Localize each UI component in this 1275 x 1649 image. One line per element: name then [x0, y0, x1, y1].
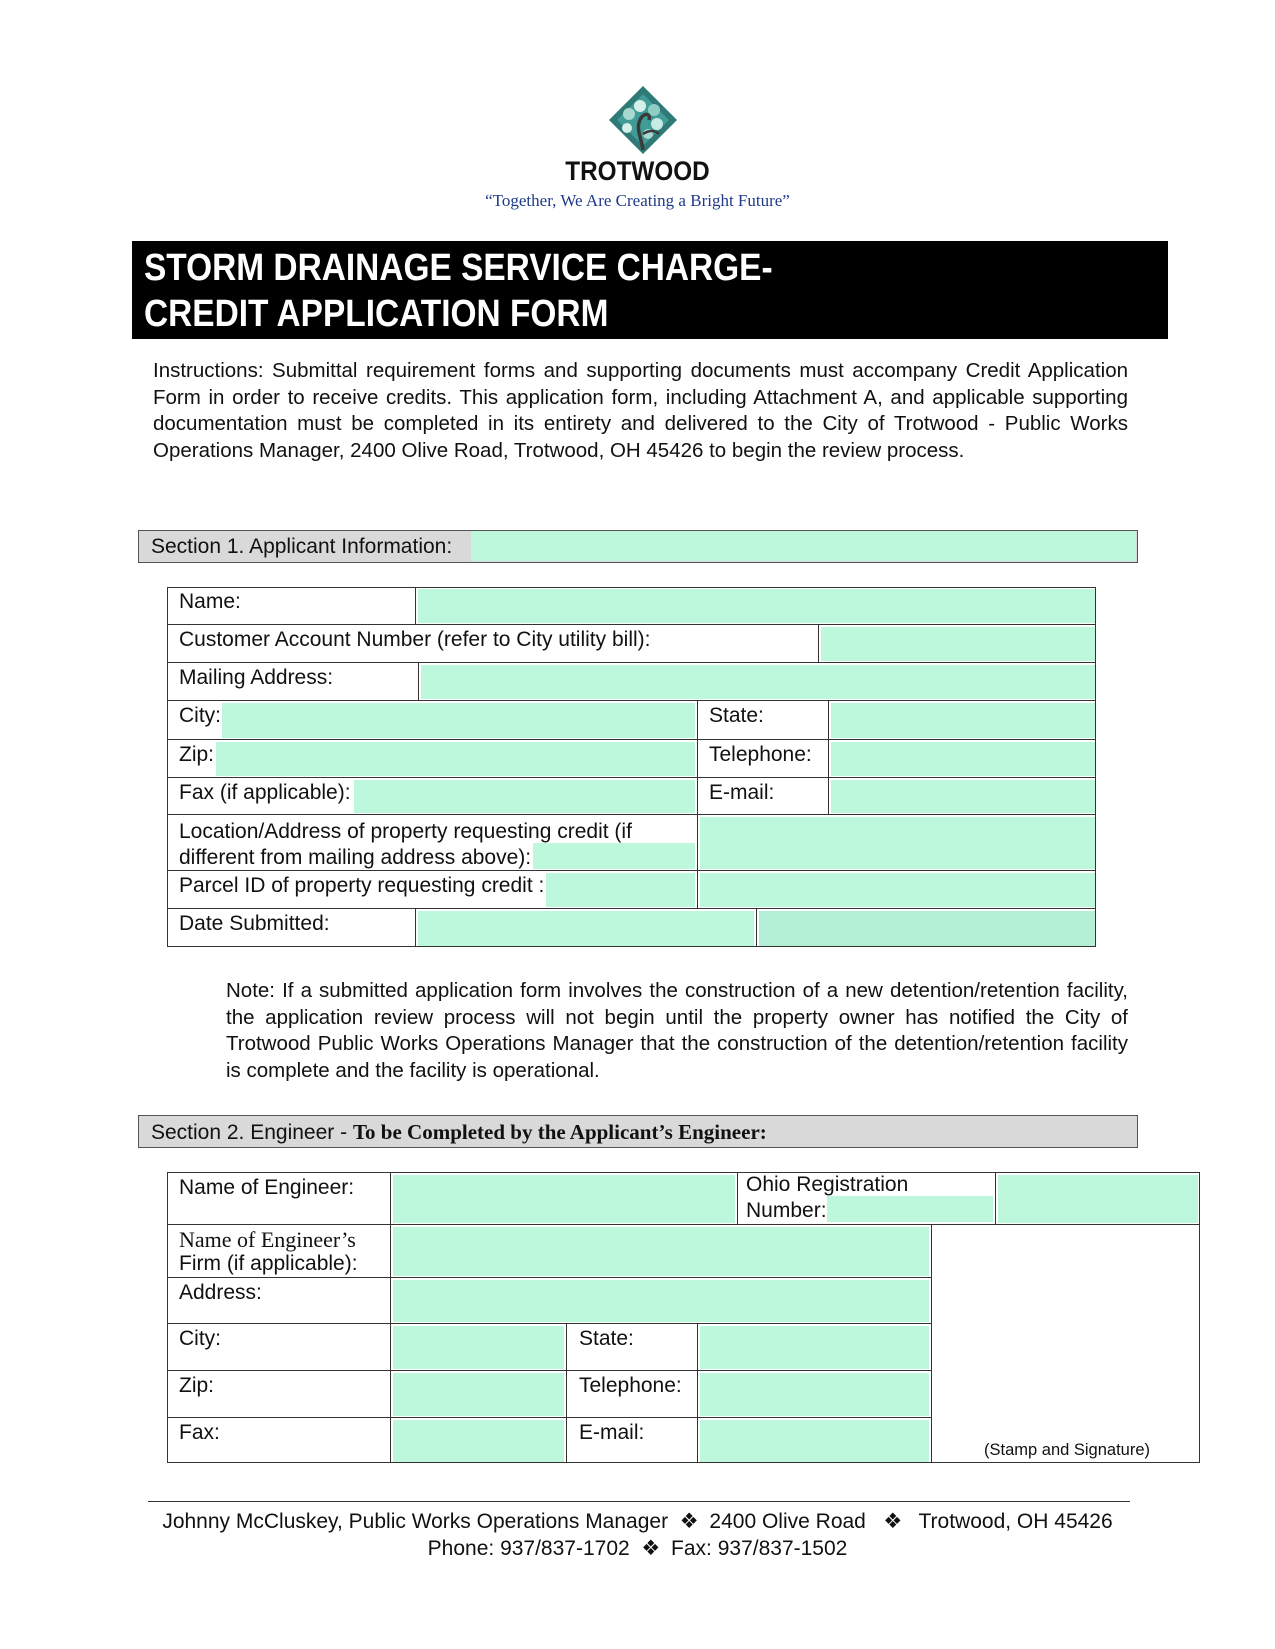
location-field[interactable]	[700, 817, 1095, 869]
date-submitted-field[interactable]	[418, 911, 754, 946]
parcel-id-field[interactable]	[700, 873, 1095, 907]
location-label-line-2: different from mailing address above):	[179, 846, 532, 869]
location-inline-fill	[533, 843, 695, 869]
fax-field[interactable]	[354, 780, 695, 813]
engineer-address-field[interactable]	[393, 1280, 929, 1322]
trotwood-logo-icon	[605, 84, 681, 156]
footer-line-1	[0, 1509, 1275, 1535]
form-title-line-1: STORM DRAINAGE SERVICE CHARGE-	[144, 247, 773, 289]
name-label: Name:	[179, 590, 241, 613]
telephone-label: Telephone:	[709, 743, 812, 766]
account-number-field[interactable]	[821, 627, 1095, 661]
engineer-name-label: Name of Engineer:	[179, 1176, 355, 1199]
footer-address: 2400 Olive Road	[709, 1510, 866, 1533]
engineer-email-label: E-mail:	[579, 1421, 645, 1444]
engineer-telephone-field[interactable]	[700, 1373, 929, 1416]
footer-contact-name: Johnny McCluskey, Public Works Operations Manager	[162, 1510, 669, 1533]
title-banner	[132, 241, 1168, 339]
mailing-address-label: Mailing Address:	[179, 666, 334, 689]
location-label-line-1: Location/Address of property requesting credit (if	[179, 820, 632, 843]
section2-header	[138, 1115, 1138, 1148]
parcel-id-label: Parcel ID of property requesting credit :	[179, 874, 545, 897]
footer-fax: Fax: 937/837-1502	[671, 1537, 848, 1560]
name-field[interactable]	[418, 589, 1095, 623]
engineer-firm-field[interactable]	[393, 1227, 929, 1276]
engineer-state-field[interactable]	[700, 1326, 929, 1369]
engineer-zip-label: Zip:	[179, 1374, 215, 1397]
stamp-signature-label: (Stamp and Signature)	[984, 1441, 1151, 1459]
engineer-fax-field[interactable]	[393, 1420, 564, 1462]
section1-header-fill	[471, 531, 1136, 561]
engineer-fax-label: Fax:	[179, 1421, 220, 1444]
engineer-city-field[interactable]	[393, 1326, 564, 1369]
registration-number-field[interactable]	[998, 1175, 1198, 1223]
section2-heading-bold: To be Completed by the Applicant’s Engineer:	[352, 1120, 767, 1144]
engineer-zip-field[interactable]	[393, 1373, 564, 1416]
mailing-address-field[interactable]	[421, 665, 1095, 699]
engineer-city-label: City:	[179, 1327, 221, 1350]
section2-heading	[151, 1119, 767, 1146]
stamp-signature-area[interactable]	[933, 1226, 1198, 1462]
state-field[interactable]	[831, 703, 1095, 738]
city-field[interactable]	[222, 703, 695, 738]
account-number-label: Customer Account Number (refer to City utility bill):	[179, 628, 651, 651]
registration-label-line-2: Number:	[746, 1199, 827, 1222]
date-submitted-label: Date Submitted:	[179, 912, 330, 935]
firm-label-line-2: Firm (if applicable):	[179, 1252, 358, 1275]
section1-heading: Section 1. Applicant Information:	[151, 535, 453, 558]
registration-label-line-1: Ohio Registration	[746, 1173, 909, 1196]
engineer-state-label: State:	[579, 1327, 634, 1350]
firm-label-line-1: Name of Engineer’s	[179, 1227, 356, 1252]
email-field[interactable]	[831, 780, 1095, 813]
diamond-separator-icon: ❖	[679, 1510, 699, 1533]
footer-city: Trotwood, OH 45426	[918, 1510, 1113, 1533]
zip-field[interactable]	[216, 742, 695, 776]
date-extra-fill	[759, 911, 1095, 946]
zip-label: Zip:	[179, 743, 215, 766]
diamond-separator-icon: ❖	[883, 1510, 903, 1533]
state-label: State:	[709, 704, 764, 727]
tagline: “Together, We Are Creating a Bright Future”	[485, 191, 790, 210]
footer-divider	[148, 1501, 1130, 1502]
brand-name: TROTWOOD	[565, 156, 710, 186]
registration-inline-fill	[827, 1196, 993, 1222]
footer-phone: Phone: 937/837-1702	[427, 1537, 630, 1560]
engineer-email-field[interactable]	[700, 1420, 929, 1462]
city-label: City:	[179, 704, 221, 727]
engineer-name-field[interactable]	[393, 1175, 735, 1223]
fax-label: Fax (if applicable):	[179, 781, 351, 804]
form-title-line-2: CREDIT APPLICATION FORM	[144, 293, 609, 335]
section2-heading-prefix: Section 2. Engineer -	[151, 1121, 353, 1144]
engineer-telephone-label: Telephone:	[579, 1374, 682, 1397]
diamond-separator-icon: ❖	[641, 1537, 661, 1560]
parcel-inline-fill	[546, 873, 695, 907]
note-text: Note: If a submitted application form involves the construction of a new detention/retention facility, the application review process will not begin until the property owner has notified the City of Trotwood Public Works Operations Manager that the construction of the detention/retention facility is complete and the facility is operational.	[226, 979, 1128, 1082]
section1-header	[138, 530, 1138, 563]
email-label: E-mail:	[709, 781, 775, 804]
instructions-text: Instructions: Submittal requirement forms and supporting documents must accompany Credit Application Form in order to receive credits. This application form, including Attachment A, and applicable supporting documentation must be completed in its entirety and delivered to the City of Trotwood - Public Works Operations Manager, 2400 Olive Road, Trotwood, OH 45426 to begin the review process.	[153, 359, 1128, 462]
telephone-field[interactable]	[831, 742, 1095, 776]
engineer-address-label: Address:	[179, 1281, 262, 1304]
footer-line-2	[0, 1536, 1275, 1562]
